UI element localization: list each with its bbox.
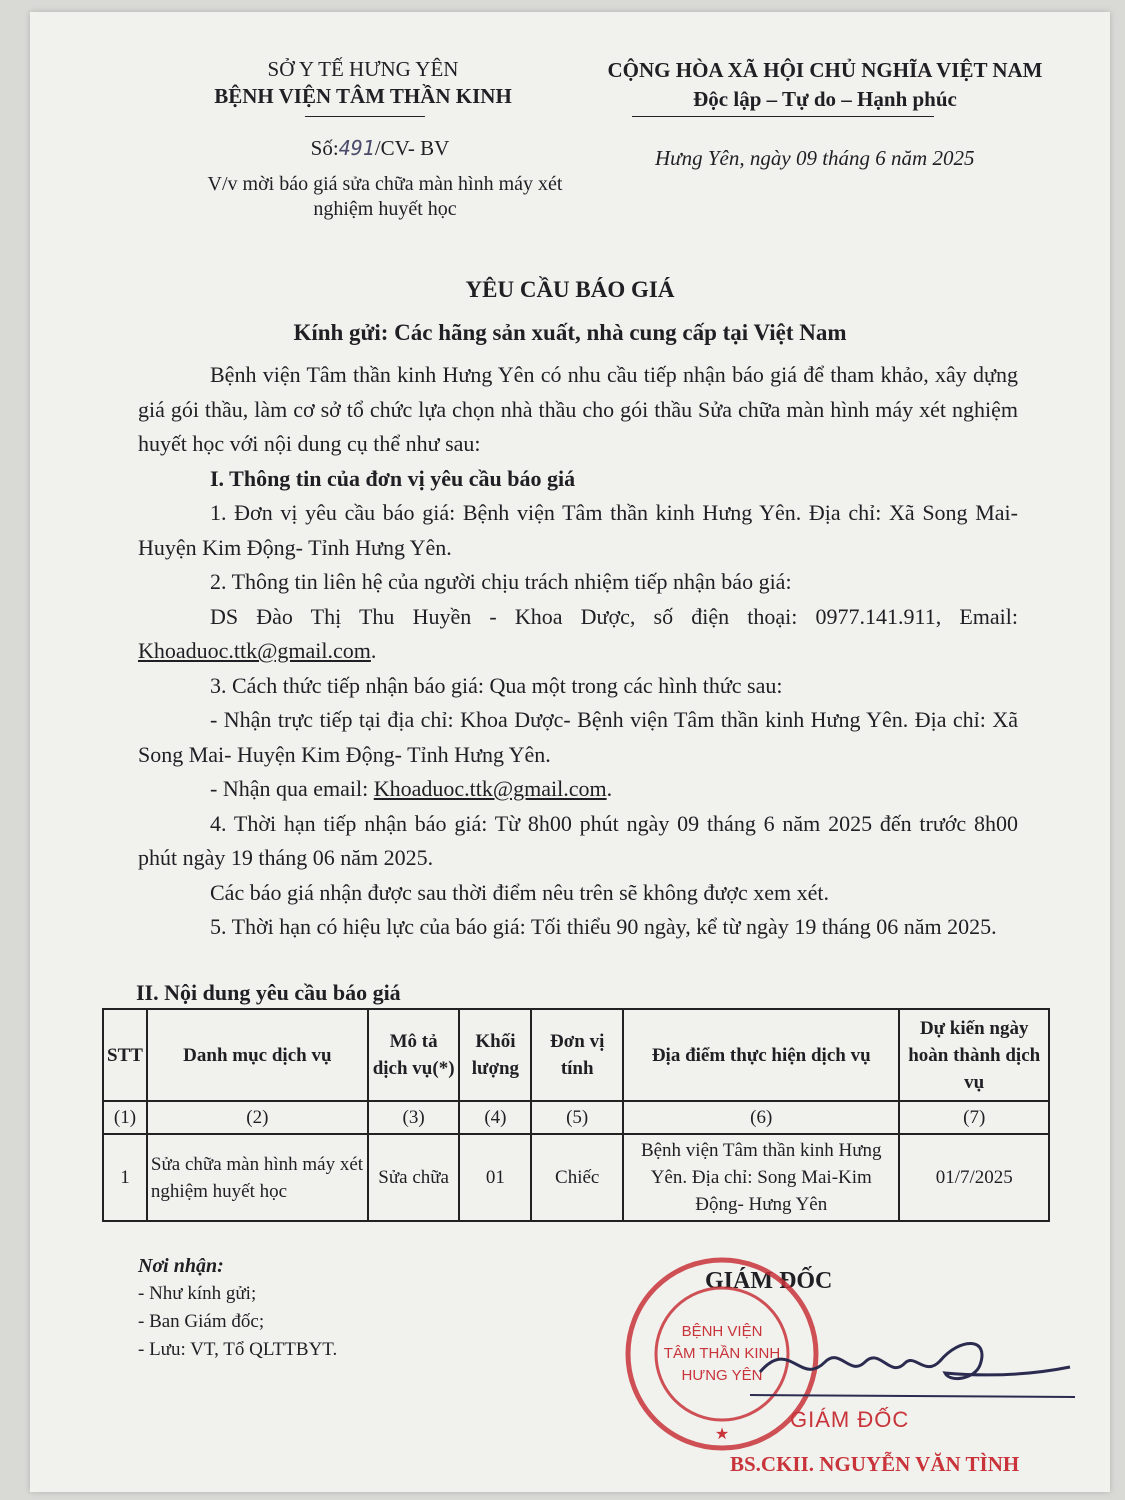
item-3b: - Nhận qua email: Khoaduoc.ttk@gmail.com. bbox=[210, 776, 613, 801]
col-number: (4) bbox=[459, 1101, 531, 1134]
recipient-item: - Như kính gửi; bbox=[138, 1283, 257, 1304]
col-number: (1) bbox=[103, 1101, 147, 1134]
recipient-line: Kính gửi: Các hãng sản xuất, nhà cung cấp tại Việt Nam bbox=[293, 320, 847, 345]
item-4-note: Các báo giá nhận được sau thời điểm nêu trên sẽ không được xem xét. bbox=[210, 879, 829, 905]
recipient-item: - Ban Giám đốc; bbox=[138, 1311, 265, 1332]
item-2-contact: DS Đào Thị Thu Huyền - Khoa Dược, số điện thoại: 0977.141.911, Email: Khoaduoc.ttk@gmail.com. bbox=[138, 603, 1018, 663]
stamped-role: GIÁM ĐỐC bbox=[790, 1407, 910, 1432]
item-2: 2. Thông tin liên hệ của người chịu trách nhiệm tiếp nhận báo giá: bbox=[210, 569, 792, 594]
email-link-2[interactable]: Khoaduoc.ttk@gmail.com bbox=[373, 776, 607, 801]
issuer-parent: SỞ Y TẾ HƯNG YÊN bbox=[267, 57, 459, 81]
col-number: (7) bbox=[899, 1101, 1049, 1134]
doc-number-handwritten: 491 bbox=[338, 136, 375, 160]
national-header bbox=[565, 56, 1085, 114]
item-3: 3. Cách thức tiếp nhận báo giá: Qua một trong các hình thức sau: bbox=[210, 672, 783, 698]
nation-name: CỘNG HÒA XÃ HỘI CHỦ NGHĨA VIỆT NAM bbox=[607, 58, 1043, 82]
section-1-heading: I. Thông tin của đơn vị yêu cầu báo giá bbox=[210, 465, 576, 491]
issuer-block bbox=[148, 56, 578, 110]
table-cell: 01/7/2025 bbox=[899, 1134, 1049, 1221]
recipients-block bbox=[138, 1252, 337, 1364]
col-number: (6) bbox=[623, 1101, 899, 1134]
intro-paragraph: Bệnh viện Tâm thần kinh Hưng Yên có nhu cầu tiếp nhận báo giá để tham khảo, xây dựng giá gói thầu, làm cơ sở tổ chức lựa chọn nhà thầu cho gói thầu Sửa chữa màn hình máy xét nghiệm huyết học với nội dung cụ thể như sau: bbox=[138, 362, 1018, 456]
stamp-text-1: BỆNH VIỆN bbox=[681, 1323, 763, 1340]
col-header: Mô tả dịch vụ(*) bbox=[368, 1009, 460, 1101]
issue-date: Hưng Yên, ngày 09 tháng 6 năm 2025 bbox=[655, 146, 975, 170]
table-cell: 1 bbox=[103, 1134, 147, 1221]
document-page bbox=[30, 12, 1110, 1492]
issuer-underline bbox=[305, 116, 425, 117]
document-body bbox=[138, 358, 1018, 945]
table-cell: Chiếc bbox=[531, 1134, 623, 1221]
col-header: STT bbox=[103, 1009, 147, 1101]
service-table bbox=[102, 1008, 1050, 1222]
table-row bbox=[103, 1134, 1049, 1221]
section-2-heading: II. Nội dung yêu cầu báo giá bbox=[136, 980, 401, 1005]
handwritten-signature bbox=[730, 1317, 1090, 1407]
subject-line-2: nghiệm huyết học bbox=[313, 198, 457, 220]
item-4: 4. Thời hạn tiếp nhận báo giá: Từ 8h00 phút ngày 09 tháng 6 năm 2025 đến trước 8h00 phút ngày 19 tháng 06 năm 2025. bbox=[138, 810, 1018, 870]
item-3a: - Nhận trực tiếp tại địa chỉ: Khoa Dược- Bệnh viện Tâm thần kinh Hưng Yên. Địa chỉ: Xã Song Mai- Huyện Kim Động- Tỉnh Hưng Yên. bbox=[138, 707, 1018, 767]
stamp-text-2: TÂM THẦN KINH bbox=[663, 1345, 781, 1362]
col-number: (3) bbox=[368, 1101, 460, 1134]
signer-name: BS.CKII. NGUYỄN VĂN TÌNH bbox=[730, 1452, 1020, 1476]
item-1: 1. Đơn vị yêu cầu báo giá: Bệnh viện Tâm thần kinh Hưng Yên. Địa chỉ: Xã Song Mai- Huyện Kim Động- Tỉnh Hưng Yên. bbox=[138, 500, 1018, 560]
item-5: 5. Thời hạn có hiệu lực của báo giá: Tối thiểu 90 ngày, kể từ ngày 19 tháng 06 năm 2025. bbox=[210, 914, 997, 939]
recipients-title: Nơi nhận: bbox=[138, 1255, 224, 1277]
document-number bbox=[180, 136, 580, 161]
national-motto: Độc lập – Tự do – Hạnh phúc bbox=[693, 87, 957, 111]
subject-line-1: V/v mời báo giá sửa chữa màn hình máy xét bbox=[207, 173, 563, 195]
col-header: Địa điểm thực hiện dịch vụ bbox=[623, 1009, 899, 1101]
col-number: (2) bbox=[147, 1101, 368, 1134]
recipient-item: - Lưu: VT, Tổ QLTTBYT. bbox=[138, 1339, 338, 1360]
doc-number-prefix: Số: bbox=[310, 136, 339, 160]
table-cell: Sửa chữa bbox=[368, 1134, 460, 1221]
table-header-row bbox=[103, 1009, 1049, 1101]
col-header: Đơn vị tính bbox=[531, 1009, 623, 1101]
email-link[interactable]: Khoaduoc.ttk@gmail.com bbox=[138, 638, 371, 663]
motto-underline bbox=[632, 116, 934, 117]
svg-text:★: ★ bbox=[714, 1424, 730, 1443]
document-title: YÊU CẦU BÁO GIÁ bbox=[465, 277, 675, 302]
table-cell: Bệnh viện Tâm thần kinh Hưng Yên. Địa chỉ: Song Mai-Kim Động- Hưng Yên bbox=[623, 1134, 899, 1221]
table-cell: Sửa chữa màn hình máy xét nghiệm huyết học bbox=[147, 1134, 368, 1221]
col-header: Khối lượng bbox=[459, 1009, 531, 1101]
stamp-text-3: HƯNG YÊN bbox=[681, 1367, 763, 1384]
issuer-name: BỆNH VIỆN TÂM THẦN KINH bbox=[214, 84, 512, 108]
contact-text: DS Đào Thị Thu Huyền - Khoa Dược, số điện thoại: 0977.141.911, Email: bbox=[210, 603, 1018, 629]
doc-number-suffix: /CV- BV bbox=[374, 136, 450, 160]
table-cell: 01 bbox=[459, 1134, 531, 1221]
table-number-row bbox=[103, 1101, 1049, 1134]
col-header: Dự kiến ngày hoàn thành dịch vụ bbox=[899, 1009, 1049, 1101]
col-header: Danh mục dịch vụ bbox=[147, 1009, 368, 1101]
signer-role: GIÁM ĐỐC bbox=[705, 1268, 833, 1294]
email-prefix: - Nhận qua email: bbox=[210, 776, 369, 801]
col-number: (5) bbox=[531, 1101, 623, 1134]
subject-line bbox=[180, 172, 590, 222]
